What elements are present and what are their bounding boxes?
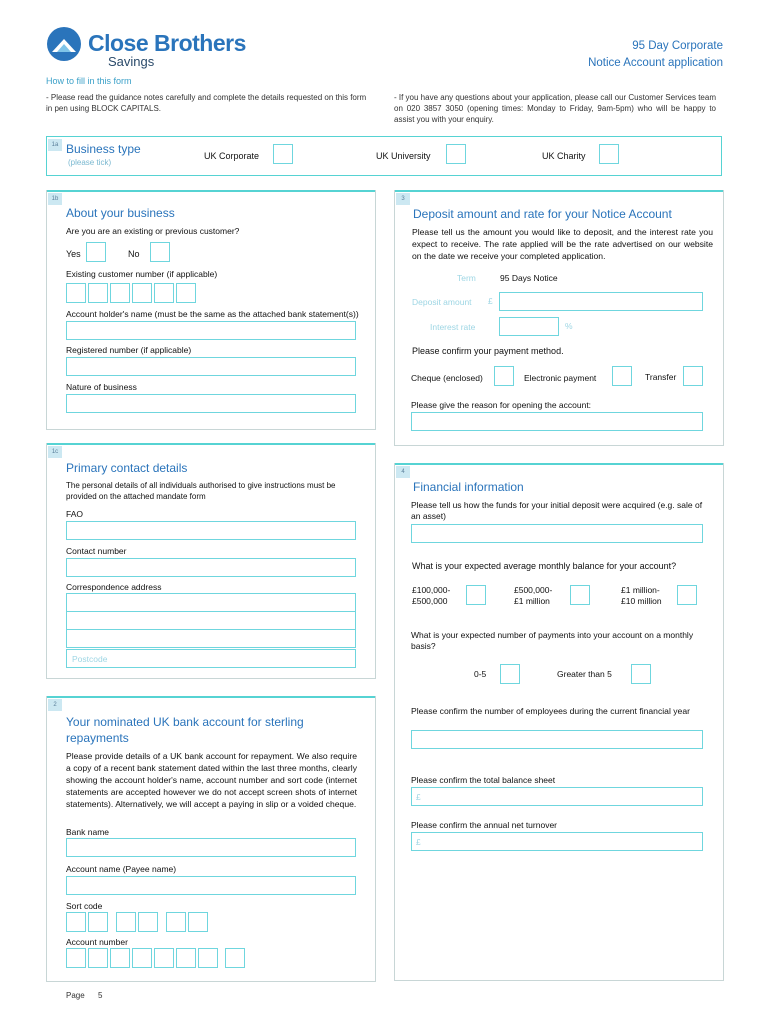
account-number-digit[interactable] (198, 948, 218, 968)
bank-name-input[interactable] (66, 838, 356, 857)
employees-input[interactable] (411, 730, 703, 749)
fao-label: FAO (66, 509, 84, 519)
section-tag: 3 (396, 193, 410, 205)
address-line-3-input[interactable] (66, 629, 356, 648)
sort-code-digit[interactable] (188, 912, 208, 932)
cheque-checkbox[interactable] (494, 366, 514, 386)
section-tag: 1b (48, 193, 62, 205)
section-tag: 4 (396, 466, 410, 478)
section-border (723, 190, 724, 446)
section-divider (394, 445, 724, 446)
nominated-account-title-line1: Your nominated UK bank account for sterling (66, 715, 304, 729)
primary-contact-intro: The personal details of all individuals authorised to give instructions must be provided on the attached mandate form (66, 481, 336, 501)
electronic-payment-checkbox[interactable] (612, 366, 632, 386)
section-tag: 2 (48, 699, 62, 711)
payments-option-2-label: Greater than 5 (557, 669, 612, 679)
deposit-currency: £ (488, 296, 493, 306)
deposit-instructions: Please tell us the amount you would like to deposit, and the interest rate you expect to receive. The rate applied will be the rate advertised on our website on the date we receive your completed application. (412, 227, 713, 261)
uk-charity-checkbox[interactable] (599, 144, 619, 164)
interest-rate-label: Interest rate (430, 322, 476, 332)
balance-sheet-question: Please confirm the total balance sheet (411, 775, 556, 785)
customer-number-digit[interactable] (132, 283, 152, 303)
reason-input[interactable] (411, 412, 703, 431)
balance-option-2-line2: £1 million (514, 596, 550, 606)
uk-university-checkbox[interactable] (446, 144, 466, 164)
sort-code-label: Sort code (66, 901, 103, 911)
sort-code-digit[interactable] (66, 912, 86, 932)
account-number-digit[interactable] (132, 948, 152, 968)
account-number-digit[interactable] (176, 948, 196, 968)
section-divider (46, 443, 376, 445)
employees-question: Please confirm the number of employees during the current financial year (411, 706, 690, 716)
holder-name-input[interactable] (66, 321, 356, 340)
account-number-digit[interactable] (154, 948, 174, 968)
section-border (46, 696, 47, 982)
correspondence-address-label: Correspondence address (66, 582, 162, 592)
registered-number-label: Registered number (if applicable) (66, 345, 192, 355)
customer-number-digit[interactable] (110, 283, 130, 303)
balance-option-1-line2: £500,000 (412, 596, 448, 606)
section-border (375, 443, 376, 679)
financial-info-title: Financial information (413, 480, 524, 494)
form-title-line2: Notice Account application (588, 57, 723, 69)
close-brothers-logo-icon (46, 26, 82, 62)
section-border (375, 190, 376, 430)
uk-charity-label: UK Charity (542, 151, 586, 161)
uk-corporate-label: UK Corporate (204, 151, 260, 161)
address-line-2-input[interactable] (66, 611, 356, 630)
sort-code-digit[interactable] (138, 912, 158, 932)
turnover-input[interactable] (411, 832, 703, 851)
registered-number-input[interactable] (66, 357, 356, 376)
business-type-title: Business type (66, 142, 141, 156)
section-divider (394, 463, 724, 465)
postcode-label: Postcode (72, 654, 108, 664)
transfer-checkbox[interactable] (683, 366, 703, 386)
balance-option-3-checkbox[interactable] (677, 585, 697, 605)
balance-option-2-checkbox[interactable] (570, 585, 590, 605)
section-divider (46, 190, 376, 192)
payment-method-question: Please confirm your payment method. (412, 346, 564, 356)
balance-option-1-checkbox[interactable] (466, 585, 486, 605)
primary-contact-title: Primary contact details (66, 461, 188, 475)
balance-question: What is your expected average monthly balance for your account? (412, 561, 677, 571)
brand-name: Close Brothers (88, 30, 246, 56)
section-divider (46, 981, 376, 982)
yes-label: Yes (66, 249, 81, 259)
customer-number-digit[interactable] (176, 283, 196, 303)
interest-rate-percent: % (565, 321, 573, 331)
transfer-label: Transfer (645, 372, 677, 382)
funds-input[interactable] (411, 524, 703, 543)
section-border (394, 190, 395, 446)
sort-code-digit[interactable] (166, 912, 186, 932)
nature-of-business-input[interactable] (66, 394, 356, 413)
account-name-input[interactable] (66, 876, 356, 895)
term-label: Term (457, 273, 476, 283)
nominated-account-title-line2: repayments (66, 731, 129, 745)
turnover-currency: £ (416, 837, 421, 847)
form-title-line1: 95 Day Corporate (632, 40, 723, 52)
account-name-label: Account name (Payee name) (66, 864, 177, 874)
form-title (588, 38, 723, 72)
account-number-digit[interactable] (88, 948, 108, 968)
no-checkbox[interactable] (150, 242, 170, 262)
payments-option-1-label: 0-5 (474, 669, 487, 679)
existing-customer-question: Are you are an existing or previous customer? (66, 226, 240, 236)
postcode-input[interactable] (66, 649, 356, 668)
turnover-question: Please confirm the annual net turnover (411, 820, 558, 830)
section-border (46, 443, 47, 679)
section-divider (394, 980, 724, 981)
payments-question: What is your expected number of payments into your account on a monthly basis? (411, 630, 694, 651)
fao-input[interactable] (66, 521, 356, 540)
deposit-amount-label: Deposit amount (412, 297, 472, 307)
section-border (394, 463, 395, 981)
about-business-title: About your business (66, 206, 175, 220)
account-number-digit[interactable] (110, 948, 130, 968)
section-divider (46, 696, 376, 698)
electronic-payment-label: Electronic payment (524, 373, 597, 383)
balance-option-1-line1: £100,000- (412, 585, 451, 595)
cheque-label: Cheque (enclosed) (411, 373, 483, 383)
address-line-1-input[interactable] (66, 593, 356, 612)
guidance-right: - If you have any questions about your application, please call our Customer Services team on 020 3857 3050 (opening times: Monday to Friday, 9am-5pm) who will be happy to assist you with your enquiry. (394, 93, 716, 124)
account-number-digit[interactable] (225, 948, 245, 968)
customer-number-digit[interactable] (66, 283, 86, 303)
account-number-digit[interactable] (66, 948, 86, 968)
customer-number-digit[interactable] (154, 283, 174, 303)
section-divider (394, 190, 724, 192)
deposit-amount-input[interactable] (499, 292, 703, 311)
interest-rate-input[interactable] (499, 317, 559, 336)
balance-option-2-label (514, 585, 552, 607)
reason-label: Please give the reason for opening the account: (411, 400, 592, 410)
guidance-title: How to fill in this form (46, 76, 132, 86)
term-value: 95 Days Notice (500, 273, 558, 283)
funds-question: Please tell us how the funds for your initial deposit were acquired (e.g. sale of an asset) (411, 500, 703, 521)
balance-option-2-line1: £500,000- (514, 585, 553, 595)
section-tag: 1c (48, 446, 62, 458)
balance-option-1-label (412, 585, 450, 607)
section-divider (46, 678, 376, 679)
section-border (375, 696, 376, 982)
sort-code-digit[interactable] (116, 912, 136, 932)
nature-of-business-label: Nature of business (66, 382, 137, 392)
balance-option-3-line1: £1 million- (621, 585, 660, 595)
balance-option-3-label (621, 585, 662, 607)
guidance-left: - Please read the guidance notes carefully and complete the details requested on this form in pen using BLOCK CAPITALS. (46, 93, 367, 113)
uk-corporate-checkbox[interactable] (273, 144, 293, 164)
business-type-subtitle: (please tick) (68, 158, 112, 167)
account-number-label: Account number (66, 937, 128, 947)
sort-code-digit[interactable] (88, 912, 108, 932)
nominated-account-instructions: Please provide details of a UK bank account for repayment. We also require a copy of a recent bank statement dated within the last three months, clearly showing the account holder's name, account number and sort code (internet statements are accepted however we do not accept screen shots of internet statements). Alternatively, we will accept a paying in slip or a voided cheque. (66, 751, 357, 809)
contact-number-label: Contact number (66, 546, 127, 556)
page-label: Page (66, 991, 85, 1000)
page-number: 5 (98, 991, 103, 1000)
yes-checkbox[interactable] (86, 242, 106, 262)
balance-option-3-line2: £10 million (621, 596, 662, 606)
brand-subtitle: Savings (108, 54, 155, 69)
balance-sheet-input[interactable] (411, 787, 703, 806)
customer-number-digit[interactable] (88, 283, 108, 303)
uk-university-label: UK University (376, 151, 431, 161)
section-border (723, 463, 724, 981)
section-tag: 1a (48, 139, 62, 151)
payments-option-1-checkbox[interactable] (500, 664, 520, 684)
existing-number-label: Existing customer number (if applicable) (66, 269, 218, 279)
balance-sheet-currency: £ (416, 792, 421, 802)
holder-name-label: Account holder's name (must be the same as the attached bank statement(s)) (66, 309, 359, 319)
deposit-section-title: Deposit amount and rate for your Notice Account (413, 207, 672, 221)
section-border (46, 190, 47, 430)
section-divider (46, 429, 376, 430)
no-label: No (128, 249, 140, 259)
bank-name-label: Bank name (66, 827, 109, 837)
contact-number-input[interactable] (66, 558, 356, 577)
payments-option-2-checkbox[interactable] (631, 664, 651, 684)
